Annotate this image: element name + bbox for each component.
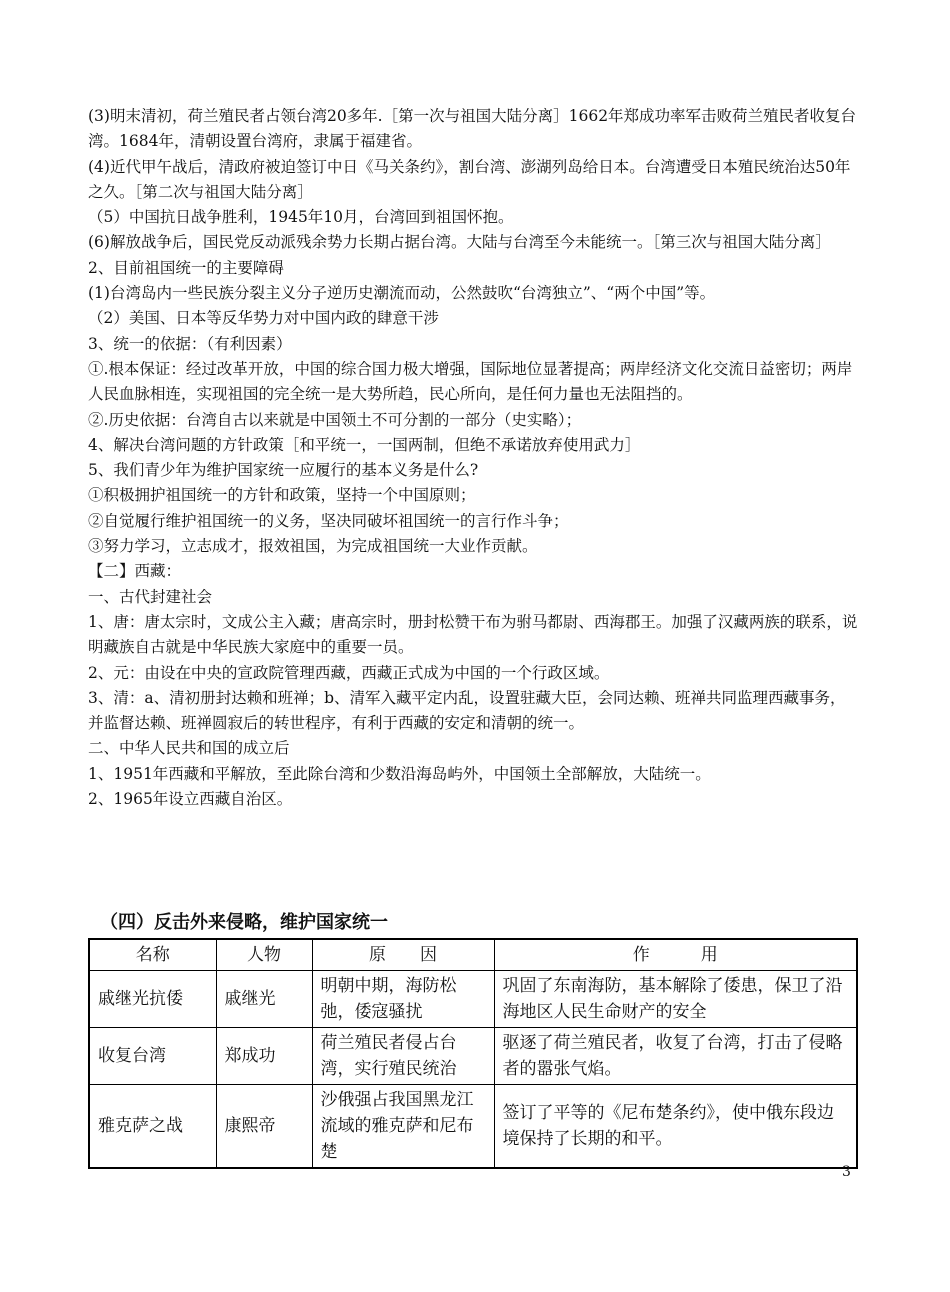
paragraph-yuan: 2、元：由设在中央的宣政院管理西藏，西藏正式成为中国的一个行政区域。 — [88, 663, 610, 682]
table-row — [89, 971, 857, 1028]
paragraph-policy: 4、解决台湾问题的方针政策［和平统一，一国两制，但绝不承诺放弃使用武力］ — [88, 435, 641, 454]
table-header-row — [89, 939, 857, 971]
paragraph-1965: 2、1965年设立西藏自治区。 — [88, 790, 293, 809]
header-effect: 作 用 — [494, 939, 857, 971]
paragraph-duty-2: ②自觉履行维护祖国统一的义务，坚决同破坏祖国统一的言行作斗争； — [88, 511, 569, 530]
cell-name: 雅克萨之战 — [89, 1085, 216, 1169]
section-heading: （四）反击外来侵略，维护国家统一 — [100, 912, 388, 933]
page-number: 3 — [842, 1164, 851, 1180]
cell-reason: 沙俄强占我国黑龙江流域的雅克萨和尼布楚 — [312, 1085, 494, 1169]
paragraph-duty-3: ③努力学习，立志成才，报效祖国，为完成祖国统一大业作贡献。 — [88, 537, 538, 556]
paragraph-taiwan-4: (4)近代甲午战后，清政府被迫签订中日《马关条约》，割台湾、澎湖列岛给日本。台湾遭受日本殖民统治达50年之久。［第二次与祖国大陆分离］ — [88, 157, 851, 201]
paragraph-basis-2: ②.历史依据：台湾自古以来就是中国领土不可分割的一部分（史实略）； — [88, 410, 582, 429]
cell-effect: 签订了平等的《尼布楚条约》，使中俄东段边境保持了长期的和平。 — [494, 1085, 857, 1169]
paragraph-basis-1: ①.根本保证：经过改革开放，中国的综合国力极大增强，国际地位显著提高；两岸经济文化交流日益密切；两岸人民血脉相连，实现祖国的完全统一是大势所趋，民心所向，是任何力量也无法阻挡的。 — [88, 359, 853, 404]
paragraph-obstacle-1: (1)台湾岛内一些民族分裂主义分子逆历史潮流而动，公然鼓吹“台湾独立”、“两个中国”等。 — [88, 284, 716, 303]
cell-name: 收复台湾 — [89, 1028, 216, 1085]
cell-person: 康熙帝 — [216, 1085, 312, 1169]
table-row — [89, 1085, 857, 1169]
paragraph-taiwan-6: (6)解放战争后，国民党反动派残余势力长期占据台湾。大陆与台湾至今未能统一。［第三次与祖国大陆分离］ — [88, 233, 831, 252]
header-name: 名称 — [89, 939, 216, 971]
paragraph-taiwan-3: (3)明末清初，荷兰殖民者占领台湾20多年.［第一次与祖国大陆分离］1662年郑成功率军击败荷兰殖民者收复台湾。1684年，清朝设置台湾府，隶属于福建省。 — [88, 107, 857, 151]
paragraph-qing: 3、清：a、清初册封达赖和班禅；b、清军入藏平定内乱，设置驻藏大臣，会同达赖、班禅共同监理西藏事务，并监督达赖、班禅圆寂后的转世程序，有利于西藏的安定和清朝的统一。 — [88, 688, 846, 733]
events-table — [88, 938, 858, 1169]
paragraph-duty-question: 5、我们青少年为维护国家统一应履行的基本义务是什么? — [88, 461, 479, 480]
cell-person: 郑成功 — [216, 1028, 312, 1085]
cell-person: 戚继光 — [216, 971, 312, 1028]
table-row — [89, 1028, 857, 1085]
paragraph-duty-1: ①积极拥护祖国统一的方针和政策，坚持一个中国原则； — [88, 486, 476, 505]
paragraph-1951: 1、1951年西藏和平解放，至此除台湾和少数沿海岛屿外，中国领土全部解放，大陆统一。 — [88, 764, 711, 783]
paragraph-taiwan-5: （5）中国抗日战争胜利，1945年10月，台湾回到祖国怀抱。 — [88, 208, 514, 227]
subheading-obstacles: 2、目前祖国统一的主要障碍 — [88, 258, 284, 277]
header-person: 人物 — [216, 939, 312, 971]
cell-effect: 驱逐了荷兰殖民者，收复了台湾，打击了侵略者的嚣张气焰。 — [494, 1028, 857, 1085]
section-tibet-title: 【二】西藏： — [88, 562, 182, 581]
subheading-basis: 3、统一的依据：（有利因素） — [88, 334, 292, 353]
cell-effect: 巩固了东南海防，基本解除了倭患，保卫了沿海地区人民生命财产的安全 — [494, 971, 857, 1028]
cell-name: 戚继光抗倭 — [89, 971, 216, 1028]
cell-reason: 荷兰殖民者侵占台湾，实行殖民统治 — [312, 1028, 494, 1085]
paragraph-tang: 1、唐：唐太宗时，文成公主入藏；唐高宗时，册封松赞干布为驸马都尉、西海郡王。加强了汉藏两族的联系，说明藏族自古就是中华民族大家庭中的重要一员。 — [88, 612, 858, 657]
body-text — [88, 104, 858, 812]
paragraph-obstacle-2: （2）美国、日本等反华势力对中国内政的肆意干涉 — [88, 309, 439, 328]
header-reason: 原 因 — [312, 939, 494, 971]
subheading-ancient: 一、古代封建社会 — [88, 587, 213, 606]
cell-reason: 明朝中期，海防松弛，倭寇骚扰 — [312, 971, 494, 1028]
subheading-prc: 二、中华人民共和国的成立后 — [88, 739, 290, 758]
